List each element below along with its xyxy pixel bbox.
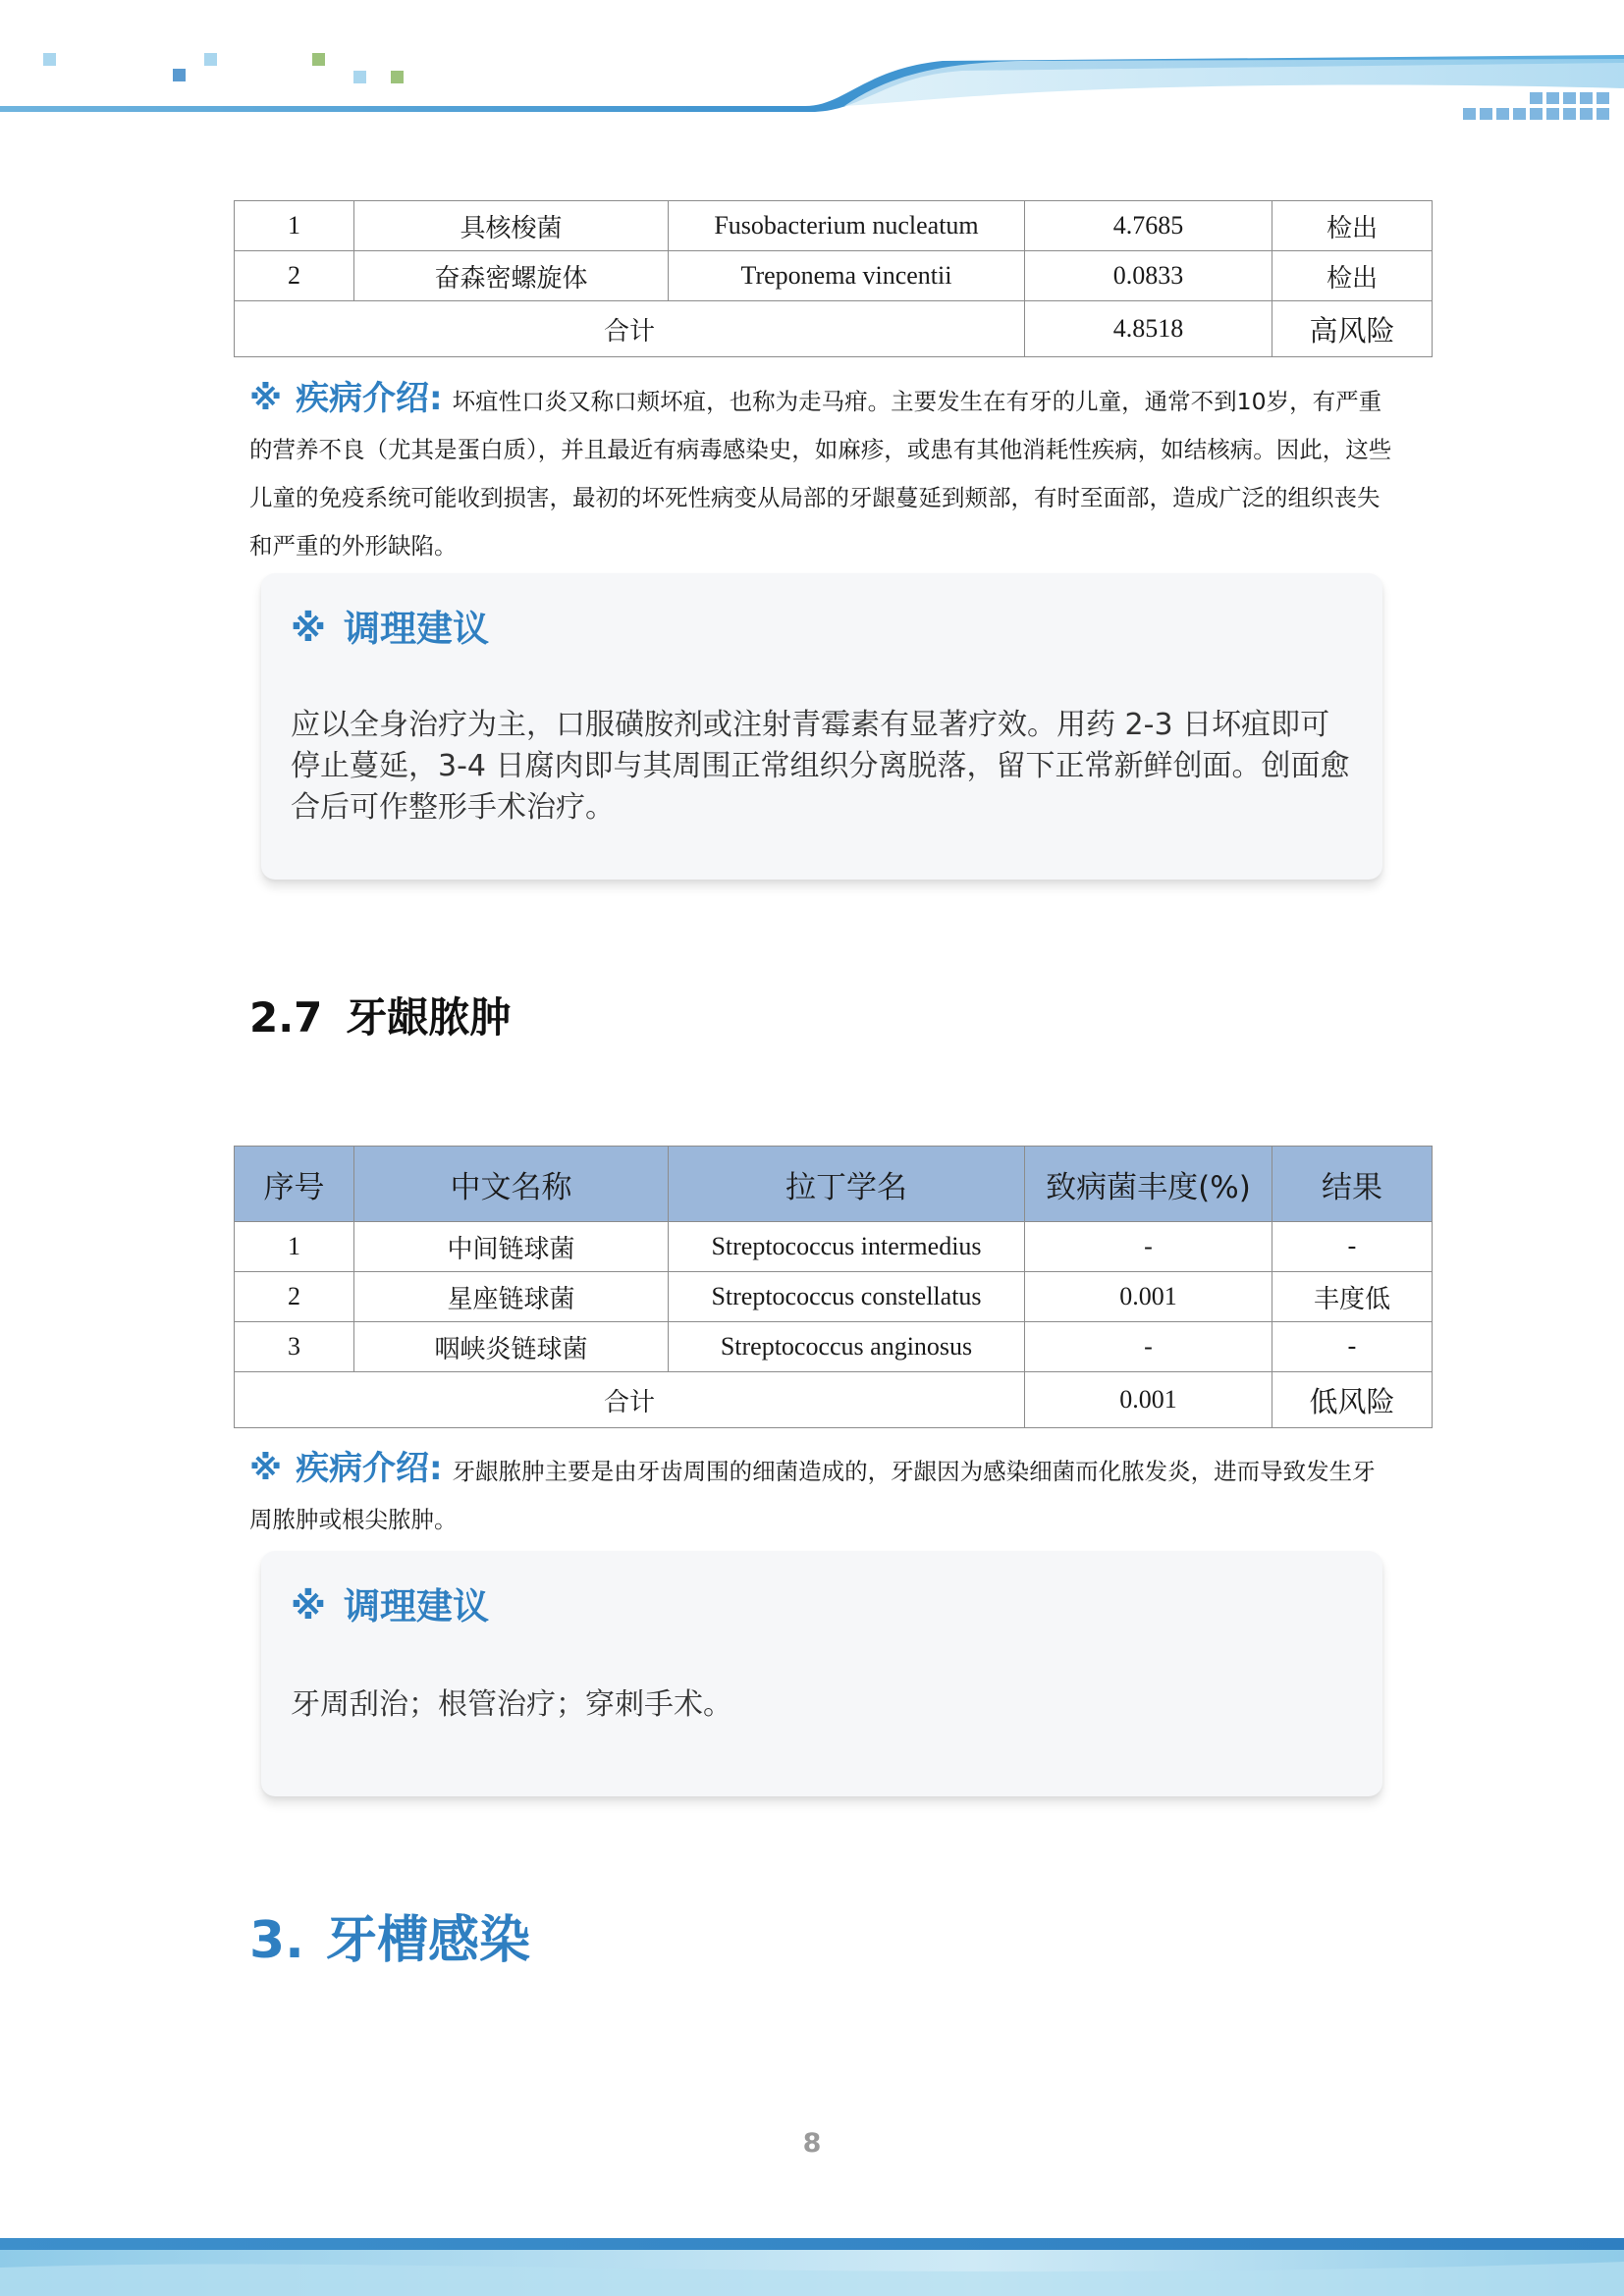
abundance-value: 0.001 — [1025, 1272, 1272, 1322]
abundance-value: 4.7685 — [1025, 201, 1272, 251]
reference-mark-icon: ※ — [291, 608, 326, 650]
result-value: 丰度低 — [1272, 1272, 1433, 1322]
result-value: - — [1272, 1222, 1433, 1272]
latin-name: Streptococcus intermedius — [669, 1222, 1025, 1272]
abundance-value: - — [1025, 1222, 1272, 1272]
total-label: 合计 — [235, 301, 1025, 357]
chapter-number: 3. — [249, 1911, 304, 1970]
advice-card-1 — [261, 573, 1382, 880]
advice-text: 牙周刮治；根管治疗；穿刺手术。 — [291, 1687, 732, 1722]
total-value: 4.8518 — [1025, 301, 1272, 357]
section-title: 牙龈脓肿 — [346, 993, 512, 1041]
row-number: 1 — [235, 201, 354, 251]
pathogen-table-1 — [234, 200, 1433, 357]
latin-name: Treponema vincentii — [669, 251, 1025, 301]
intro-label: 疾病介绍: — [296, 1449, 443, 1488]
column-header-abundance: 致病菌丰度(%) — [1025, 1147, 1272, 1222]
latin-name: Streptococcus anginosus — [669, 1322, 1025, 1372]
table-total-row — [235, 301, 1433, 357]
reference-mark-icon: ※ — [291, 1585, 326, 1628]
table-row — [235, 1222, 1433, 1272]
column-header-result: 结果 — [1272, 1147, 1433, 1222]
intro-label: 疾病介绍: — [296, 379, 443, 418]
chinese-name: 星座链球菌 — [354, 1272, 669, 1322]
advice-text: 应以全身治疗为主，口服磺胺剂或注射青霉素有显著疗效。用药 2-3 日坏疽即可停止蔓延，3-4 日腐肉即与其周围正常组织分离脱落，留下正常新鲜创面。创面愈合后可作整形手术治疗。 — [291, 708, 1350, 825]
table-total-row — [235, 1372, 1433, 1428]
disease-intro-2 — [249, 1445, 1398, 1544]
column-header-latin-name: 拉丁学名 — [669, 1147, 1025, 1222]
table-header-row — [235, 1147, 1433, 1222]
risk-badge-high: 高风险 — [1272, 301, 1433, 357]
chapter-title: 牙槽感染 — [325, 1911, 530, 1970]
row-number: 1 — [235, 1222, 354, 1272]
result-value: 检出 — [1272, 251, 1433, 301]
abundance-value: 0.0833 — [1025, 251, 1272, 301]
chinese-name: 中间链球菌 — [354, 1222, 669, 1272]
row-number: 3 — [235, 1322, 354, 1372]
abundance-value: - — [1025, 1322, 1272, 1372]
chinese-name: 奋森密螺旋体 — [354, 251, 669, 301]
chinese-name: 咽峡炎链球菌 — [354, 1322, 669, 1372]
page-number: 8 — [802, 2128, 822, 2159]
result-value: 检出 — [1272, 201, 1433, 251]
intro-text: 坏疽性口炎又称口颊坏疽，也称为走马疳。主要发生在有牙的儿童，通常不到10岁，有严重的营养不良（尤其是蛋白质），并且最近有病毒感染史，如麻疹，或患有其他消耗性疾病，如结核病。因此，这些儿童的免疫系统可能收到损害，最初的坏死性病变从局部的牙龈蔓延到颊部，有时至面部，造成广泛的组织丧失和严重的外形缺陷。 — [249, 388, 1392, 560]
advice-title-text: 调理建议 — [343, 1585, 489, 1628]
advice-title — [291, 599, 489, 652]
total-value: 0.001 — [1025, 1372, 1272, 1428]
chapter-heading-3 — [249, 1898, 530, 1972]
table-row — [235, 1272, 1433, 1322]
chinese-name: 具核梭菌 — [354, 201, 669, 251]
section-heading-2-7 — [249, 986, 511, 1044]
footer-wave-decoration — [0, 2228, 1624, 2296]
table-row — [235, 201, 1433, 251]
total-label: 合计 — [235, 1372, 1025, 1428]
intro-text: 牙龈脓肿主要是由牙齿周围的细菌造成的，牙龈因为感染细菌而化脓发炎，进而导致发生牙周脓肿或根尖脓肿。 — [249, 1458, 1376, 1533]
column-header-chinese-name: 中文名称 — [354, 1147, 669, 1222]
row-number: 2 — [235, 1272, 354, 1322]
result-value: - — [1272, 1322, 1433, 1372]
reference-mark-icon: ※ — [249, 379, 283, 418]
header-square-icon — [43, 53, 56, 66]
row-number: 2 — [235, 251, 354, 301]
advice-card-2 — [261, 1551, 1382, 1796]
column-header-number: 序号 — [235, 1147, 354, 1222]
latin-name: Streptococcus constellatus — [669, 1272, 1025, 1322]
section-number: 2.7 — [249, 993, 323, 1041]
latin-name: Fusobacterium nucleatum — [669, 201, 1025, 251]
risk-badge-low: 低风险 — [1272, 1372, 1433, 1428]
table-row — [235, 1322, 1433, 1372]
advice-title — [291, 1576, 489, 1629]
pathogen-table-2 — [234, 1146, 1433, 1428]
advice-title-text: 调理建议 — [343, 608, 489, 650]
reference-mark-icon: ※ — [249, 1449, 283, 1488]
table-row — [235, 251, 1433, 301]
disease-intro-1 — [249, 375, 1398, 570]
header-wave-decoration — [0, 0, 1624, 137]
